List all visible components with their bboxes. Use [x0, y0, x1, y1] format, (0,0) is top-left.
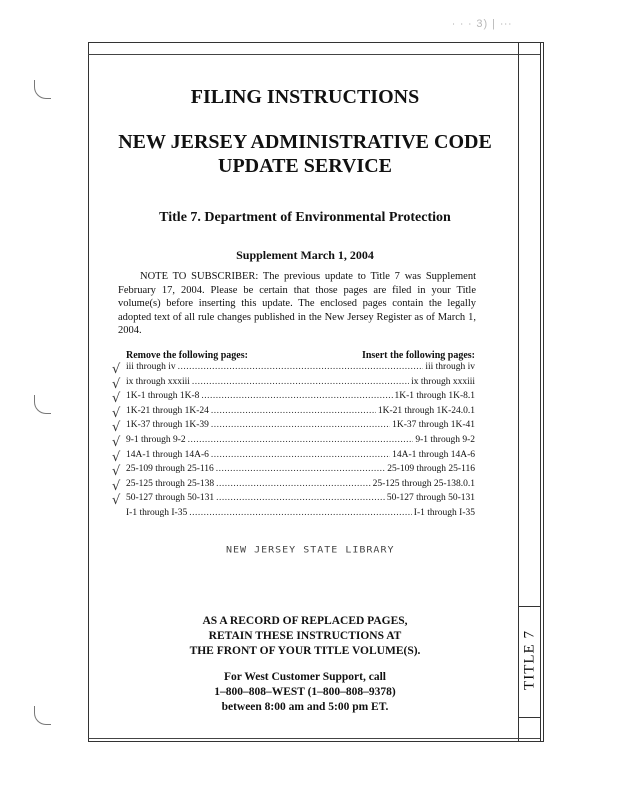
page-row — [112, 434, 475, 450]
insert-pages: 1K-1 through 1K-8.1 — [394, 391, 475, 402]
insert-pages: 1K-21 through 1K-24.0.1 — [377, 405, 475, 416]
dot-leader — [211, 450, 390, 460]
page-row — [112, 405, 475, 421]
document-subheading — [100, 130, 510, 178]
support-line-1: For West Customer Support, call — [224, 671, 386, 683]
page-row — [126, 508, 475, 523]
checkmark-icon: √ — [112, 362, 121, 377]
file-stamp: ∙ ∙ ∙ 3) | ∙∙∙ — [452, 18, 513, 30]
page-row — [112, 420, 475, 436]
insert-pages: iii through iv — [425, 362, 475, 372]
page-row — [112, 493, 475, 509]
title-tab-label: TITLE 7 — [521, 630, 538, 690]
checkmark-icon: √ — [112, 391, 121, 407]
dot-leader — [189, 508, 412, 518]
remove-pages: 25-125 through 25-138 — [126, 478, 215, 489]
customer-support — [120, 670, 490, 715]
subheading-line-2: UPDATE SERVICE — [218, 155, 392, 177]
remove-pages: 25-109 through 25-116 — [126, 464, 214, 475]
supplement-line: Supplement March 1, 2004 — [236, 248, 374, 262]
frame-rule-bottom — [88, 738, 540, 739]
remove-pages: 1K-37 through 1K-39 — [126, 420, 209, 431]
page-row — [112, 478, 475, 494]
punch-hole-bottom — [34, 706, 51, 725]
remove-pages: 1K-1 through 1K-8 — [126, 391, 200, 402]
insert-pages: 25-125 through 25-138.0.1 — [372, 478, 475, 489]
record-line-1: AS A RECORD OF REPLACED PAGES, — [202, 615, 408, 627]
page-row — [112, 376, 475, 392]
frame-rule-top — [88, 54, 540, 55]
record-line-2: RETAIN THESE INSTRUCTIONS AT — [208, 630, 402, 642]
remove-pages: iii through iv — [126, 362, 176, 372]
insert-header: Insert the following pages: — [361, 350, 475, 361]
remove-pages: ix through xxxiii — [126, 376, 190, 387]
checkmark-icon: √ — [112, 405, 121, 421]
checkmark-icon: √ — [112, 478, 121, 494]
note-to-subscriber: NOTE TO SUBSCRIBER: The previous update to Title 7 was Supplement February 17, 2004. Please be certain that those pages are filed in your Title volume(s) before inserting this update. The enclosed pages contain the legally adopted text of all rule changes published in the New Jersey Register as of March 1, 2004. — [118, 271, 476, 336]
remove-pages: 1K-21 through 1K-24 — [126, 405, 209, 416]
document-heading: FILING INSTRUCTIONS — [190, 86, 420, 108]
remove-pages: 9-1 through 9-2 — [126, 434, 186, 445]
dot-leader — [211, 406, 376, 416]
page-row — [112, 449, 475, 465]
remove-pages: 50-127 through 50-131 — [126, 493, 215, 504]
dot-leader — [192, 377, 409, 387]
dot-leader — [216, 479, 370, 489]
insert-pages: 25-109 through 25-116 — [387, 464, 475, 475]
page-list — [112, 362, 475, 523]
remove-pages: I-1 through I-35 — [126, 507, 188, 518]
record-instructions — [120, 614, 490, 659]
dot-leader — [216, 493, 385, 503]
checkmark-icon: √ — [112, 420, 121, 436]
record-line-3: THE FRONT OF YOUR TITLE VOLUME(S). — [189, 645, 421, 657]
insert-pages: 1K-37 through 1K-41 — [392, 420, 475, 431]
insert-pages: 9-1 through 9-2 — [415, 434, 475, 445]
dot-leader — [201, 391, 392, 401]
dot-leader — [216, 464, 385, 474]
page-row — [112, 464, 475, 480]
dot-leader — [178, 362, 424, 372]
checkmark-icon: √ — [112, 493, 121, 509]
support-line-3: between 8:00 am and 5:00 pm ET. — [221, 701, 389, 713]
dot-leader — [188, 435, 414, 445]
subheading-line-1: NEW JERSEY ADMINISTRATIVE CODE — [118, 131, 492, 153]
punch-hole-top — [34, 80, 51, 99]
insert-pages: 50-127 through 50-131 — [386, 493, 475, 504]
insert-pages: ix through xxxiii — [411, 376, 475, 387]
checkmark-icon: √ — [112, 449, 121, 465]
checkmark-icon: √ — [112, 376, 121, 392]
frame-rule-right-outer — [540, 42, 541, 742]
insert-pages: I-1 through I-35 — [413, 507, 475, 518]
insert-pages: 14A-1 through 14A-6 — [392, 449, 475, 460]
remove-header: Remove the following pages: — [126, 350, 248, 361]
library-stamp: NEW JERSEY STATE LIBRARY — [226, 545, 395, 556]
checkmark-icon: √ — [112, 434, 121, 450]
dot-leader — [211, 420, 390, 430]
punch-hole-middle — [34, 395, 51, 414]
page-row — [112, 391, 475, 407]
page-row — [112, 362, 475, 377]
checkmark-icon: √ — [112, 464, 121, 480]
remove-pages: 14A-1 through 14A-6 — [126, 449, 209, 460]
title-line: Title 7. Department of Environmental Protection — [159, 210, 451, 225]
support-line-2: 1–800–808–WEST (1–800–808–9378) — [214, 686, 396, 698]
